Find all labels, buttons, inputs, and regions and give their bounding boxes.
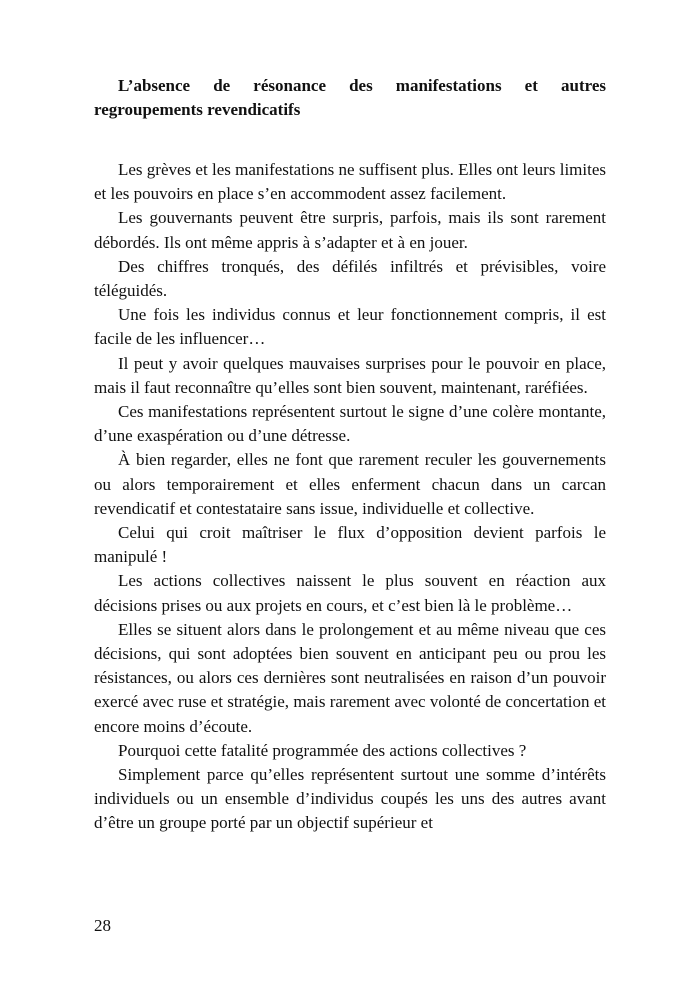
paragraph: Celui qui croit maîtriser le flux d’opposition devient parfois le manipulé ! <box>94 523 606 567</box>
paragraph: À bien regarder, elles ne font que rarement reculer les gouvernements ou alors temporairement et elles enferment chacun dans un carcan revendicatif et contestataire sans issue, individuelle et collective. <box>94 450 606 518</box>
page-number: 28 <box>94 916 111 935</box>
paragraph: Les actions collectives naissent le plus souvent en réaction aux décisions prises ou aux projets en cours, et c’est bien là le problème… <box>94 571 606 615</box>
paragraph: Il peut y avoir quelques mauvaises surprises pour le pouvoir en place, mais il faut reconnaître qu’elles sont bien souvent, maintenant, raréfiées. <box>94 353 606 397</box>
paragraph: Les grèves et les manifestations ne suffisent plus. Elles ont leurs limites et les pouvoirs en place s’en accommodent assez facilement. <box>94 160 606 204</box>
page-content <box>94 74 606 836</box>
section-heading: L’absence de résonance des manifestations et autres regroupements revendicatifs <box>94 76 606 119</box>
paragraph: Simplement parce qu’elles représentent surtout une somme d’intérêts individuels ou un ensemble d’individus coupés les uns des autres avant d’être un groupe porté par un objectif supérieur et <box>94 765 606 833</box>
paragraph: Une fois les individus connus et leur fonctionnement compris, il est facile de les influencer… <box>94 305 606 349</box>
paragraph: Des chiffres tronqués, des défilés infiltrés et prévisibles, voire téléguidés. <box>94 256 606 301</box>
paragraph: Elles se situent alors dans le prolongement et au même niveau que ces décisions, qui sont adoptées bien souvent en anticipant peu ou prou les résistances, ou alors ces dernières sont neutralisées en raison d’un pouvoir exercé avec ruse et stratégie, mais rarement avec volonté de concertation et encore moins d’écoute. <box>94 619 606 736</box>
paragraph: Les gouvernants peuvent être surpris, parfois, mais ils sont rarement débordés. Ils ont même appris à s’adapter et à en jouer. <box>94 208 606 252</box>
paragraph: Ces manifestations représentent surtout le signe d’une colère montante, d’une exaspération ou d’une détresse. <box>94 402 606 446</box>
body-text <box>94 158 606 836</box>
paragraph: Pourquoi cette fatalité programmée des actions collectives ? <box>118 740 527 760</box>
